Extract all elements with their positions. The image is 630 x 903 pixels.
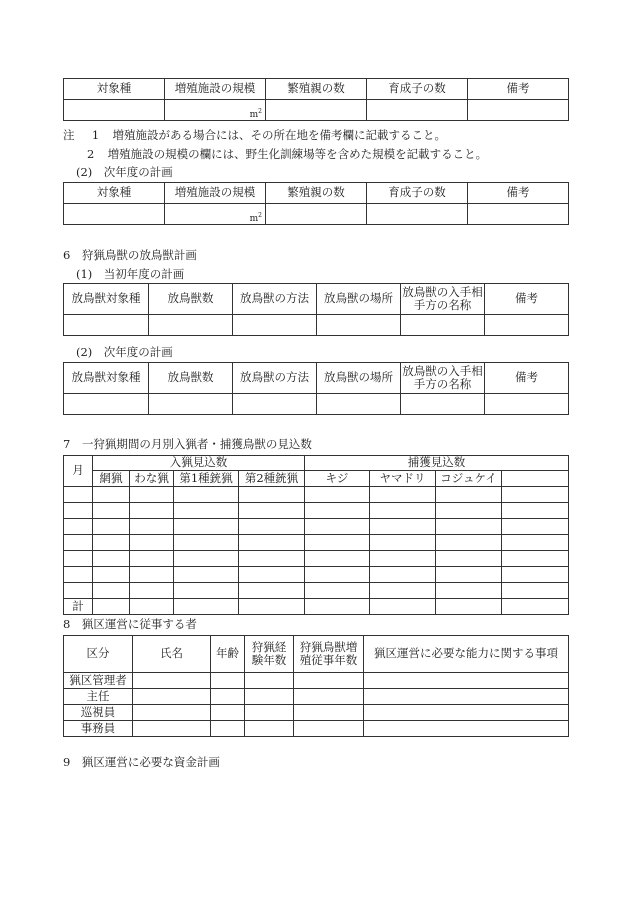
section-6-title: 6 狩猟鳥獣の放鳥獣計画 bbox=[63, 248, 197, 262]
unit-superscript: 2 bbox=[258, 211, 262, 219]
month-row bbox=[64, 519, 569, 535]
header-target-species: 対象種 bbox=[64, 79, 165, 100]
header-release-method: 放鳥獣の方法 bbox=[233, 284, 317, 315]
cell-empty bbox=[436, 599, 502, 615]
header-target-species: 対象種 bbox=[64, 183, 165, 204]
cell-empty bbox=[305, 583, 370, 599]
staff-category: 事務員 bbox=[64, 721, 133, 737]
cell-empty bbox=[239, 519, 305, 535]
cell-empty bbox=[174, 551, 239, 567]
header-raised-young: 育成子の数 bbox=[367, 79, 468, 100]
cell-empty bbox=[468, 204, 569, 225]
cell-empty bbox=[436, 503, 502, 519]
cell-empty bbox=[64, 583, 93, 599]
header-type1-gun: 第1種銃猟 bbox=[174, 471, 239, 487]
cell-empty bbox=[502, 599, 569, 615]
month-row bbox=[64, 503, 569, 519]
cell-empty bbox=[174, 519, 239, 535]
header-supplier-line1: 放鳥獣の入手相 bbox=[402, 284, 483, 299]
month-row bbox=[64, 583, 569, 599]
cell-empty bbox=[64, 204, 165, 225]
cell-empty bbox=[64, 567, 93, 583]
cell-empty bbox=[364, 673, 569, 689]
cell-empty bbox=[305, 551, 370, 567]
cell-empty bbox=[239, 487, 305, 503]
header-category: 区分 bbox=[64, 636, 133, 673]
cell-empty bbox=[294, 721, 364, 737]
cell-empty bbox=[485, 394, 569, 415]
cell-empty bbox=[305, 519, 370, 535]
header-breeding-line2: 殖従事年数 bbox=[299, 653, 358, 667]
cell-empty bbox=[436, 487, 502, 503]
cell-empty bbox=[64, 394, 149, 415]
cell-empty bbox=[239, 599, 305, 615]
header-experience-line2: 験年数 bbox=[251, 653, 287, 667]
cell-empty bbox=[130, 551, 174, 567]
header-capture-estimate: 捕獲見込数 bbox=[305, 456, 569, 471]
section-6-subheading-next: (2) 次年度の計画 bbox=[76, 345, 173, 359]
cell-empty bbox=[245, 689, 294, 705]
header-net-hunting: 網猟 bbox=[93, 471, 130, 487]
section-6-subheading-initial: (1) 当初年度の計画 bbox=[76, 267, 185, 281]
section-8-title: 8 猟区運営に従事する者 bbox=[63, 617, 197, 631]
header-release-count: 放鳥獣数 bbox=[149, 284, 233, 315]
header-release-count: 放鳥獣数 bbox=[149, 363, 233, 394]
cell-empty bbox=[502, 519, 569, 535]
cell-empty bbox=[93, 551, 130, 567]
cell-empty bbox=[211, 705, 245, 721]
cell-empty bbox=[364, 689, 569, 705]
release-table-next-year bbox=[63, 362, 569, 415]
cell-empty bbox=[245, 705, 294, 721]
header-age: 年齢 bbox=[211, 636, 245, 673]
subheading-next-year-breeding: (2) 次年度の計画 bbox=[76, 165, 173, 179]
cell-empty bbox=[367, 204, 468, 225]
cell-empty bbox=[305, 535, 370, 551]
cell-empty bbox=[93, 503, 130, 519]
header-release-species: 放鳥獣対象種 bbox=[64, 363, 149, 394]
note-1 bbox=[63, 127, 446, 143]
header-remarks: 備考 bbox=[468, 79, 569, 100]
header-capability: 猟区運営に必要な能力に関する事項 bbox=[364, 636, 569, 673]
header-supplier-line1: 放鳥獣の入手相 bbox=[402, 363, 483, 378]
header-release-method: 放鳥獣の方法 bbox=[233, 363, 317, 394]
cell-empty bbox=[294, 705, 364, 721]
cell-empty bbox=[364, 721, 569, 737]
cell-empty bbox=[305, 503, 370, 519]
staff-row bbox=[64, 705, 569, 721]
header-kojukei: コジュケイ bbox=[436, 471, 502, 487]
cell-empty bbox=[149, 394, 233, 415]
cell-empty bbox=[370, 487, 436, 503]
cell-empty bbox=[502, 503, 569, 519]
cell-empty bbox=[93, 487, 130, 503]
cell-empty bbox=[364, 705, 569, 721]
area-unit-cell bbox=[165, 100, 266, 121]
unit-superscript: 2 bbox=[258, 107, 262, 115]
area-unit-cell bbox=[165, 204, 266, 225]
note-1-text: 増殖施設がある場合には、その所在地を備考欄に記載すること。 bbox=[112, 128, 446, 142]
note-2-text: 増殖施設の規模の欄には、野生化訓練場等を含めた規模を記載すること。 bbox=[107, 147, 488, 161]
cell-empty bbox=[133, 673, 211, 689]
cell-empty bbox=[64, 551, 93, 567]
monthly-estimate-table bbox=[63, 455, 569, 615]
cell-empty bbox=[93, 519, 130, 535]
cell-empty bbox=[133, 705, 211, 721]
cell-empty bbox=[93, 535, 130, 551]
cell-empty bbox=[174, 535, 239, 551]
cell-empty bbox=[130, 487, 174, 503]
cell-empty bbox=[64, 100, 165, 121]
cell-empty bbox=[130, 583, 174, 599]
cell-empty bbox=[130, 503, 174, 519]
cell-empty bbox=[317, 315, 401, 336]
cell-empty bbox=[93, 567, 130, 583]
cell-empty bbox=[133, 721, 211, 737]
header-release-supplier bbox=[401, 363, 485, 394]
header-remarks: 備考 bbox=[468, 183, 569, 204]
cell-empty bbox=[436, 519, 502, 535]
cell-empty bbox=[305, 487, 370, 503]
cell-empty bbox=[239, 567, 305, 583]
cell-empty bbox=[239, 535, 305, 551]
section-7-title: 7 一狩猟期間の月別入猟者・捕獲鳥獣の見込数 bbox=[63, 437, 312, 451]
cell-empty bbox=[245, 721, 294, 737]
note-2 bbox=[87, 146, 487, 162]
cell-empty bbox=[64, 315, 149, 336]
cell-empty bbox=[305, 567, 370, 583]
note-1-number: 1 bbox=[91, 128, 100, 142]
cell-empty bbox=[305, 599, 370, 615]
cell-empty bbox=[130, 519, 174, 535]
cell-empty bbox=[370, 599, 436, 615]
cell-empty bbox=[502, 487, 569, 503]
month-row bbox=[64, 567, 569, 583]
cell-empty bbox=[502, 535, 569, 551]
header-hunter-estimate: 入猟見込数 bbox=[93, 456, 305, 471]
staff-category: 猟区管理者 bbox=[64, 673, 133, 689]
cell-empty bbox=[370, 519, 436, 535]
unit-label: m bbox=[249, 213, 259, 224]
header-type2-gun: 第2種銃猟 bbox=[239, 471, 305, 487]
cell-empty bbox=[370, 503, 436, 519]
header-month: 月 bbox=[64, 456, 93, 487]
cell-empty bbox=[370, 583, 436, 599]
cell-empty bbox=[294, 673, 364, 689]
staff-category: 巡視員 bbox=[64, 705, 133, 721]
cell-empty bbox=[130, 535, 174, 551]
cell-empty bbox=[370, 535, 436, 551]
breeding-table-next-year bbox=[63, 182, 569, 225]
header-breeding-years bbox=[294, 636, 364, 673]
breeding-table-current bbox=[63, 78, 569, 121]
header-facility-scale: 増殖施設の規模 bbox=[165, 79, 266, 100]
staff-table bbox=[63, 635, 569, 737]
cell-empty bbox=[245, 673, 294, 689]
cell-empty bbox=[64, 487, 93, 503]
cell-empty bbox=[93, 583, 130, 599]
cell-empty bbox=[239, 583, 305, 599]
cell-empty bbox=[211, 721, 245, 737]
cell-empty bbox=[370, 551, 436, 567]
header-blank bbox=[502, 471, 569, 487]
month-row bbox=[64, 487, 569, 503]
release-table-initial bbox=[63, 283, 569, 336]
header-breeding-line1: 狩猟鳥獣増 bbox=[299, 639, 358, 654]
cell-empty bbox=[174, 599, 239, 615]
cell-empty bbox=[367, 100, 468, 121]
header-hunting-experience bbox=[245, 636, 294, 673]
cell-empty bbox=[130, 567, 174, 583]
cell-empty bbox=[436, 583, 502, 599]
total-row bbox=[64, 599, 569, 615]
staff-row bbox=[64, 721, 569, 737]
header-trap-hunting: わな猟 bbox=[130, 471, 174, 487]
cell-empty bbox=[174, 503, 239, 519]
section-9-title: 9 猟区運営に必要な資金計画 bbox=[63, 755, 220, 769]
header-supplier-line2: 手方の名称 bbox=[413, 298, 472, 312]
header-remarks: 備考 bbox=[485, 284, 569, 315]
cell-empty bbox=[370, 567, 436, 583]
header-release-supplier bbox=[401, 284, 485, 315]
header-supplier-line2: 手方の名称 bbox=[413, 377, 472, 391]
cell-empty bbox=[211, 689, 245, 705]
cell-empty bbox=[436, 567, 502, 583]
cell-empty bbox=[266, 204, 367, 225]
cell-empty bbox=[436, 535, 502, 551]
cell-empty bbox=[211, 673, 245, 689]
total-label: 計 bbox=[64, 599, 93, 615]
header-breeding-parents: 繁殖親の数 bbox=[266, 183, 367, 204]
header-facility-scale: 増殖施設の規模 bbox=[165, 183, 266, 204]
cell-empty bbox=[64, 535, 93, 551]
cell-empty bbox=[468, 100, 569, 121]
month-row bbox=[64, 551, 569, 567]
cell-empty bbox=[174, 567, 239, 583]
cell-empty bbox=[239, 503, 305, 519]
cell-empty bbox=[130, 599, 174, 615]
header-remarks: 備考 bbox=[485, 363, 569, 394]
cell-empty bbox=[294, 689, 364, 705]
staff-row bbox=[64, 689, 569, 705]
cell-empty bbox=[64, 503, 93, 519]
header-name: 氏名 bbox=[133, 636, 211, 673]
cell-empty bbox=[239, 551, 305, 567]
cell-empty bbox=[502, 567, 569, 583]
cell-empty bbox=[133, 689, 211, 705]
month-row bbox=[64, 535, 569, 551]
header-kiji: キジ bbox=[305, 471, 370, 487]
cell-empty bbox=[436, 551, 502, 567]
header-release-species: 放鳥獣対象種 bbox=[64, 284, 149, 315]
header-release-place: 放鳥獣の場所 bbox=[317, 284, 401, 315]
cell-empty bbox=[64, 519, 93, 535]
cell-empty bbox=[485, 315, 569, 336]
cell-empty bbox=[317, 394, 401, 415]
cell-empty bbox=[149, 315, 233, 336]
header-experience-line1: 狩猟経 bbox=[251, 639, 287, 654]
note-2-number: 2 bbox=[87, 147, 95, 161]
header-yamadori: ヤマドリ bbox=[370, 471, 436, 487]
cell-empty bbox=[401, 394, 485, 415]
cell-empty bbox=[233, 394, 317, 415]
cell-empty bbox=[266, 100, 367, 121]
staff-row bbox=[64, 673, 569, 689]
cell-empty bbox=[174, 487, 239, 503]
cell-empty bbox=[93, 599, 130, 615]
header-raised-young: 育成子の数 bbox=[367, 183, 468, 204]
staff-category: 主任 bbox=[64, 689, 133, 705]
note-prefix: 注 bbox=[63, 128, 75, 142]
cell-empty bbox=[401, 315, 485, 336]
unit-label: m bbox=[249, 109, 259, 120]
cell-empty bbox=[502, 583, 569, 599]
header-release-place: 放鳥獣の場所 bbox=[317, 363, 401, 394]
cell-empty bbox=[174, 583, 239, 599]
header-breeding-parents: 繁殖親の数 bbox=[266, 79, 367, 100]
cell-empty bbox=[502, 551, 569, 567]
cell-empty bbox=[233, 315, 317, 336]
